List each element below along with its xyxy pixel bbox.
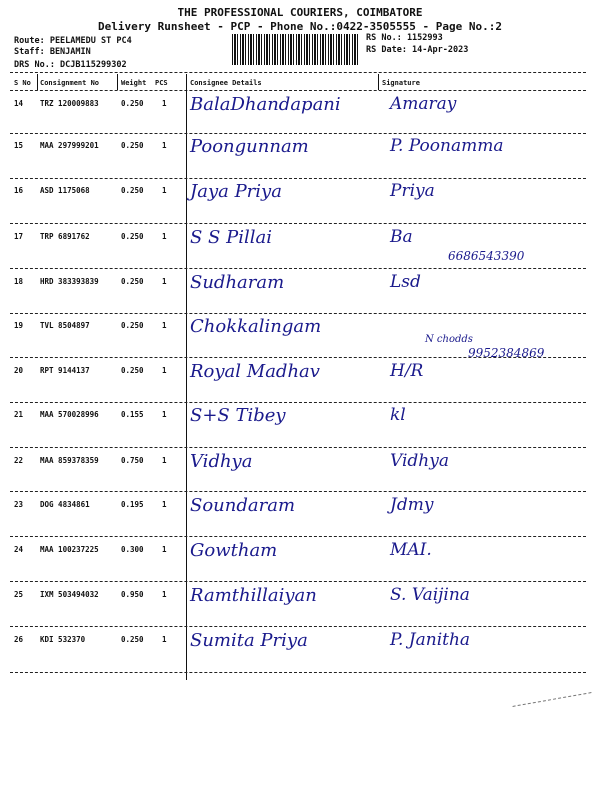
runsheet-title: THE PROFESSIONAL COURIERS, COIMBATORE — [177, 6, 423, 19]
sno-cell: 20 — [14, 366, 24, 375]
weight-cell: 0.250 — [121, 366, 144, 375]
row-rule — [10, 581, 586, 582]
pcs-cell: 1 — [162, 635, 167, 644]
pcs-cell: 1 — [162, 232, 167, 241]
consignee-handwriting: Poongunnam — [190, 136, 309, 157]
weight-cell: 0.250 — [121, 321, 144, 330]
consignee-handwriting: Ramthillaiyan — [190, 585, 317, 606]
consignee-handwriting: Vidhya — [190, 451, 253, 472]
divider — [186, 74, 187, 680]
pcs-cell: 1 — [162, 545, 167, 554]
signature-handwriting: P. Janitha — [390, 630, 471, 650]
consignee-handwriting: S S Pillai — [190, 227, 272, 248]
weight-cell: 0.750 — [121, 456, 144, 465]
sno-cell: 17 — [14, 232, 24, 241]
route-label: Route: PEELAMEDU ST PC4 — [14, 36, 132, 46]
sno-cell: 15 — [14, 141, 24, 150]
sno-cell: 18 — [14, 277, 24, 286]
consignee-handwriting: Soundaram — [190, 495, 296, 516]
row-rule — [10, 223, 586, 224]
weight-cell: 0.250 — [121, 232, 144, 241]
sno-cell: 19 — [14, 321, 24, 330]
consignment-cell: DOG 4834861 — [40, 500, 90, 509]
sno-cell: 21 — [14, 410, 24, 419]
pcs-cell: 1 — [162, 99, 167, 108]
signature-handwriting: Jdmy — [390, 495, 434, 515]
handwritten-phone: 9952384869 — [468, 346, 545, 360]
consignee-handwriting: Jaya Priya — [190, 181, 282, 202]
col-sno: S No — [14, 79, 31, 87]
consignee-handwriting: Gowtham — [190, 540, 278, 561]
consignment-cell: ASD 1175068 — [40, 186, 90, 195]
signature-handwriting: H/R — [390, 361, 424, 381]
staff-label: Staff: BENJAMIN — [14, 47, 91, 57]
pcs-cell: 1 — [162, 500, 167, 509]
pcs-cell: 1 — [162, 410, 167, 419]
pcs-cell: 1 — [162, 321, 167, 330]
row-rule — [10, 313, 586, 314]
signature-handwriting: Lsd — [390, 272, 421, 292]
row-rule — [10, 626, 586, 627]
consignment-cell: TRP 6891762 — [40, 232, 90, 241]
sno-cell: 22 — [14, 456, 24, 465]
weight-cell: 0.250 — [121, 99, 144, 108]
consignment-cell: RPT 9144137 — [40, 366, 90, 375]
consignment-cell: MAA 100237225 — [40, 545, 99, 554]
sno-cell: 23 — [14, 500, 24, 509]
pcs-cell: 1 — [162, 590, 167, 599]
consignment-cell: IXM 503494032 — [40, 590, 99, 599]
sno-cell: 24 — [14, 545, 24, 554]
divider — [117, 74, 118, 90]
consignee-handwriting: Sumita Priya — [190, 630, 308, 651]
row-rule — [10, 268, 586, 269]
signature-handwriting: P. Poonamma — [390, 136, 504, 156]
consignment-cell: TRZ 120009883 — [40, 99, 99, 108]
consignee-handwriting: Chokkalingam — [190, 316, 322, 337]
weight-cell: 0.250 — [121, 635, 144, 644]
row-rule — [10, 133, 586, 134]
divider — [378, 74, 379, 90]
consignee-handwriting: S+S Tibey — [190, 405, 286, 426]
col-weight: Weight — [121, 79, 147, 87]
header-rule-top — [10, 72, 586, 73]
pcs-cell: 1 — [162, 141, 167, 150]
signature-handwriting: S. Vaijina — [390, 585, 470, 605]
col-signature: Signature — [382, 79, 420, 87]
weight-cell: 0.300 — [121, 545, 144, 554]
signature-handwriting: Vidhya — [390, 451, 449, 471]
rs-date: RS Date: 14-Apr-2023 — [366, 45, 469, 55]
row-rule — [10, 357, 586, 358]
signature-handwriting: Amaray — [390, 94, 457, 114]
row-rule — [10, 402, 586, 403]
col-consignee: Consignee Details — [190, 79, 262, 87]
weight-cell: 0.250 — [121, 186, 144, 195]
row-rule — [10, 672, 586, 673]
corner-mark — [513, 692, 592, 707]
sno-cell: 16 — [14, 186, 24, 195]
row-rule — [10, 491, 586, 492]
weight-cell: 0.950 — [121, 590, 144, 599]
consignee-handwriting: Sudharam — [190, 272, 285, 293]
consignment-cell: HRD 383393839 — [40, 277, 99, 286]
pcs-cell: 1 — [162, 277, 167, 286]
runsheet-subtitle: Delivery Runsheet - PCP - Phone No.:0422-3505555 - Page No.:2 — [98, 20, 502, 33]
consignment-cell: MAA 570028996 — [40, 410, 99, 419]
signature-handwriting: Ba — [390, 227, 413, 247]
consignee-handwriting: BalaDhandapani — [190, 94, 341, 115]
col-consignment: Consignment No — [40, 79, 100, 87]
pcs-cell: 1 — [162, 186, 167, 195]
header-rule-bottom — [10, 90, 586, 91]
row-rule — [10, 536, 586, 537]
weight-cell: 0.250 — [121, 277, 144, 286]
barcode — [232, 34, 358, 65]
signature-handwriting: kl — [390, 405, 406, 425]
handwritten-phone: 6686543390 — [448, 249, 525, 263]
pcs-cell: 1 — [162, 456, 167, 465]
drs-label: DRS No.: DCJB115299302 — [14, 60, 127, 70]
pcs-cell: 1 — [162, 366, 167, 375]
sno-cell: 25 — [14, 590, 24, 599]
sno-cell: 14 — [14, 99, 24, 108]
consignee-handwriting: Royal Madhav — [190, 361, 320, 382]
weight-cell: 0.250 — [121, 141, 144, 150]
divider — [37, 74, 38, 90]
sno-cell: 26 — [14, 635, 24, 644]
handwritten-note: N chodds — [425, 334, 473, 345]
consignment-cell: KDI 532370 — [40, 635, 86, 644]
weight-cell: 0.155 — [121, 410, 144, 419]
weight-cell: 0.195 — [121, 500, 144, 509]
col-pcs: PCS — [155, 79, 168, 87]
consignment-cell: MAA 859378359 — [40, 456, 99, 465]
row-rule — [10, 178, 586, 179]
consignment-cell: TVL 8504897 — [40, 321, 90, 330]
row-rule — [10, 447, 586, 448]
rs-number: RS No.: 1152993 — [366, 33, 443, 43]
signature-handwriting: Priya — [390, 181, 435, 201]
signature-handwriting: MAI. — [390, 540, 432, 560]
consignment-cell: MAA 297999201 — [40, 141, 99, 150]
